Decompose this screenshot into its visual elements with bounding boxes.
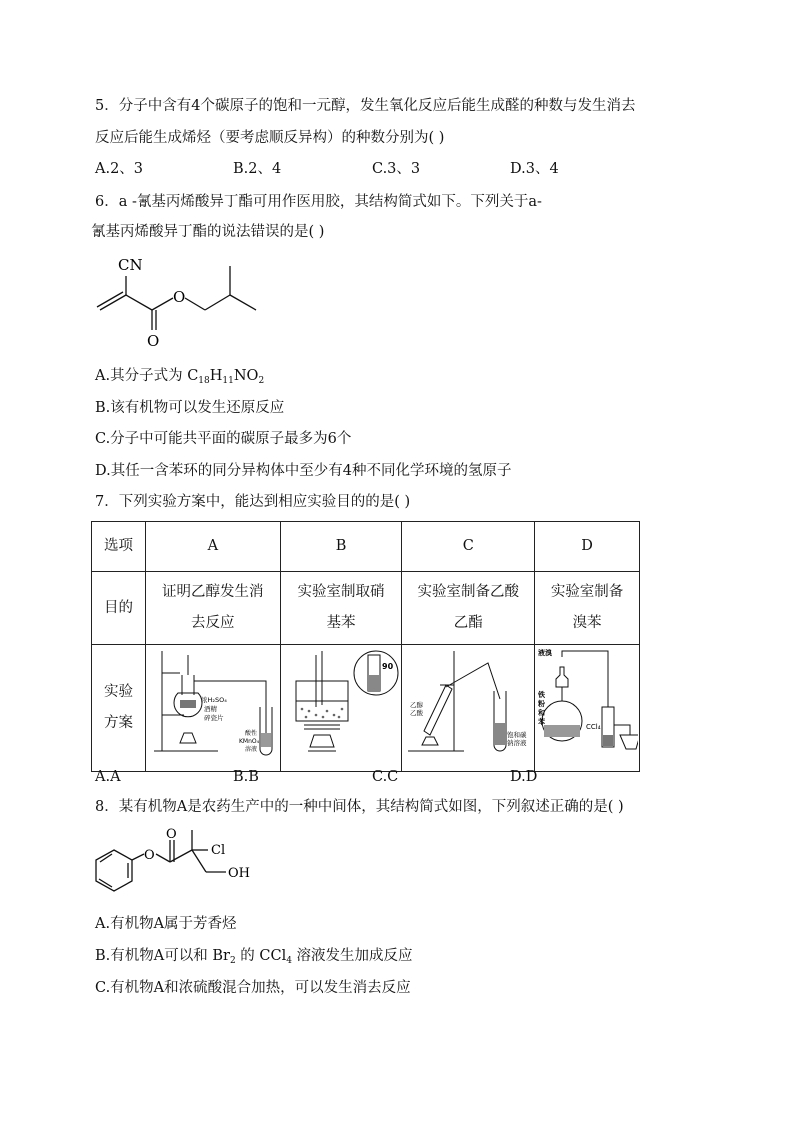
q6-option-c: C.分子中可能共平面的碳原子最多为6个	[95, 431, 352, 447]
q7-answer-d: D.D	[510, 769, 538, 785]
q6-ester-o-label: O	[173, 288, 186, 306]
q8-oh-label: OH	[228, 866, 250, 881]
q7-answer-c: C.C	[372, 769, 399, 785]
experiment-table	[91, 521, 640, 772]
q8-option-b: B.有机物A可以和 $Br_2$ 的 CCl$_4$ 溶液发生加成反应	[95, 948, 413, 966]
label-thermometer-90: 90	[382, 662, 394, 671]
table-purpose-row	[92, 572, 640, 645]
header-cell-d: D	[535, 522, 640, 572]
q5-option-b: B.2、4	[233, 161, 282, 177]
q5-option-d: D.3、4	[510, 161, 559, 177]
table-scheme-row	[92, 645, 640, 772]
q6-stem-line2: 氰基丙烯酸异丁酯的说法错误的是( )	[91, 224, 325, 240]
q8-cl-label: Cl	[211, 843, 226, 858]
table-header-row	[92, 522, 640, 572]
label-saturated: 饱和碳	[507, 731, 527, 739]
purpose-a: 证明乙醇发生消 去反应	[145, 572, 280, 645]
q6-cn-label: CN	[118, 256, 143, 274]
label-solution: 溶液	[244, 746, 257, 753]
q8-ester-o-label: O	[144, 848, 155, 863]
label-iron-1: 铁	[538, 691, 546, 699]
apparatus-d-illustration	[536, 645, 638, 759]
label-iron-4: 苯	[538, 718, 546, 726]
q7-answer-b: B.B	[233, 769, 259, 785]
q6-stem-line1: 6．a -氰基丙烯酸异丁酯可用作医用胶，其结构简式如下。下列关于a-	[95, 194, 542, 210]
q8-option-c: C.有机物A和浓硫酸混合加热，可以发生消去反应	[95, 980, 411, 996]
q5-option-a: A.2、3	[95, 161, 144, 177]
label-ccl4: CCl₄	[586, 723, 601, 731]
purpose-b: 实验室制取硝 基苯	[280, 572, 402, 645]
scheme-c	[402, 645, 535, 772]
header-cell-c: C	[402, 522, 535, 572]
q6-option-b: B.该有机物可以发生还原反应	[95, 400, 285, 416]
q7-stem: 7．下列实验方案中，能达到相应实验目的的是( )	[95, 494, 411, 510]
q5-stem-line2: 反应后能生成烯烃（要考虑顺反异构）的种数分别为( )	[95, 130, 445, 146]
label-ethanol-c: 乙醇	[410, 701, 424, 709]
label-ethanol: 酒精	[203, 705, 217, 713]
apparatus-b-illustration	[282, 645, 400, 759]
label-acetic-acid: 乙酸	[410, 709, 424, 717]
label-acidic: 酸性	[244, 730, 257, 737]
label-liquid-bromine: 液溴	[538, 649, 553, 657]
scheme-a	[145, 645, 280, 772]
scheme-b	[280, 645, 402, 772]
label-porcelain: 碎瓷片	[203, 714, 224, 722]
q5-stem-line1: 5．分子中含有4个碳原子的饱和一元醇，发生氧化反应后能生成醛的种数与发生消去	[95, 98, 636, 114]
scheme-d	[535, 645, 640, 772]
header-cell-a: A	[145, 522, 280, 572]
label-kmno4: KMnO₄	[238, 738, 259, 745]
q8-stem: 8．某有机物A是农药生产中的一种中间体，其结构简式如图，下列叙述正确的是( )	[95, 799, 624, 815]
q8-option-a: A.有机物A属于芳香烃	[95, 916, 237, 932]
q7-answer-a: A.A	[95, 769, 121, 785]
header-cell-b: B	[280, 522, 402, 572]
apparatus-c-illustration	[404, 645, 532, 759]
scheme-label: 实验 方案	[92, 645, 146, 772]
q8-carbonyl-o-label: O	[166, 827, 177, 842]
q6-structure-formula	[90, 252, 270, 352]
purpose-label: 目的	[92, 572, 146, 645]
q6-carbonyl-o-label: O	[147, 332, 160, 350]
q6-option-a: A.其分子式为 $C_{18}H_{11}NO_2$	[95, 368, 265, 386]
purpose-d: 实验室制备 溴苯	[535, 572, 640, 645]
label-sodium-solution: 钠溶液	[507, 739, 527, 747]
label-conc-h2so4: 浓H₂SO₄	[200, 696, 227, 704]
q8-structure-formula	[90, 826, 280, 904]
header-cell-option: 选项	[92, 522, 146, 572]
q5-option-c: C.3、3	[372, 161, 421, 177]
purpose-c: 实验室制备乙酸 乙酯	[402, 572, 535, 645]
apparatus-a-illustration	[148, 645, 278, 759]
label-iron-2: 粉	[538, 700, 546, 708]
q6-option-d: D.其任一含苯环的同分异构体中至少有4种不同化学环境的氢原子	[95, 463, 512, 479]
label-iron-3: 和	[538, 709, 546, 717]
